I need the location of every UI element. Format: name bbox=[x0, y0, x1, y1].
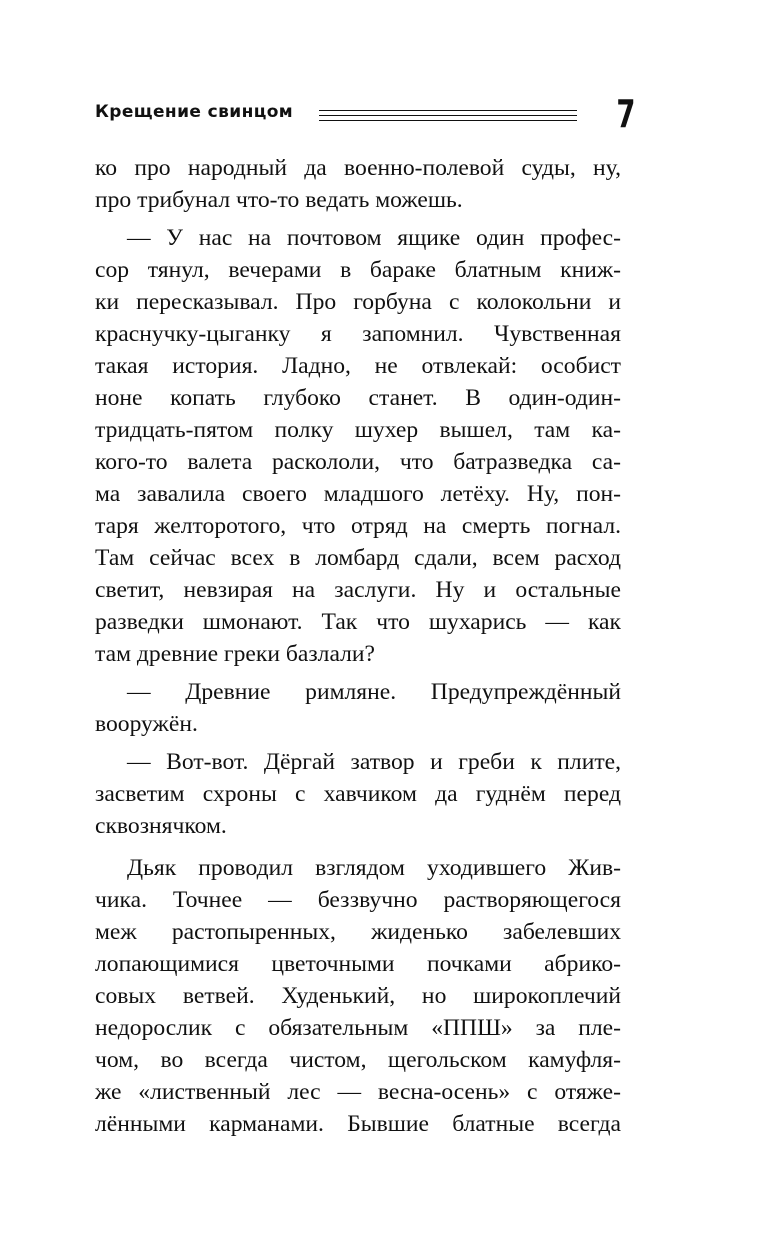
text-line: сквознячком. bbox=[95, 813, 227, 839]
text-line: меж растопыренных, жиденько забелевших bbox=[95, 919, 621, 945]
text-line: тридцать-пятом полку шухер вышел, там ка- bbox=[95, 417, 621, 443]
header-rule-line bbox=[319, 120, 577, 121]
text-line: ма завалила своего младшого летёху. Ну, пон- bbox=[95, 481, 621, 507]
text-line: лёнными карманами. Бывшие блатные всегда bbox=[95, 1111, 621, 1137]
text-line: светит, невзирая на заслуги. Ну и остальные bbox=[95, 577, 621, 603]
page-number: 7 bbox=[615, 92, 635, 136]
text-line: чика. Точнее — беззвучно растворяющегося bbox=[95, 887, 621, 913]
header-rule bbox=[319, 108, 577, 122]
text-line: ноне копать глубоко станет. В один-один- bbox=[95, 385, 621, 411]
text-line: краснучку-цыганку я запомнил. Чувственная bbox=[95, 321, 621, 347]
text-line: там древние греки базлали? bbox=[95, 641, 375, 667]
text-line: ко про народный да военно-полевой суды, ну, bbox=[95, 155, 621, 181]
text-line: сор тянул, вечерами в бараке блатным книж- bbox=[95, 257, 621, 283]
text-line: Дьяк проводил взглядом уходившего Жив- bbox=[127, 855, 621, 881]
text-line: — Древние римляне. Предупреждённый bbox=[127, 679, 621, 705]
body-text bbox=[95, 152, 621, 1140]
text-line: недорослик с обязательным «ППШ» за пле- bbox=[95, 1015, 621, 1041]
text-line: совых ветвей. Худенький, но широкоплечий bbox=[95, 983, 621, 1009]
text-line: про трибунал что-то ведать можешь. bbox=[95, 187, 463, 213]
text-line: кого-то валета раскололи, что батразведка са- bbox=[95, 449, 621, 475]
header-rule-line bbox=[319, 115, 577, 116]
text-line: засветим схроны с хавчиком да гуднём перед bbox=[95, 781, 621, 807]
running-head bbox=[95, 92, 643, 136]
text-line: такая история. Ладно, не отвлекай: особист bbox=[95, 353, 621, 379]
text-line: Там сейчас всех в ломбард сдали, всем расход bbox=[95, 545, 621, 571]
text-line: чом, во всегда чистом, щегольском камуфля- bbox=[95, 1047, 621, 1073]
text-line: таря желторотого, что отряд на смерть погнал. bbox=[95, 513, 621, 539]
text-line: разведки шмонают. Так что шухарись — как bbox=[95, 609, 621, 635]
text-line: — У нас на почтовом ящике один профес- bbox=[127, 225, 621, 251]
text-line: лопающимися цветочными почками абрико- bbox=[95, 951, 621, 977]
text-line: ки пересказывал. Про горбуна с колокольни и bbox=[95, 289, 621, 315]
header-rule-line bbox=[319, 110, 577, 111]
text-line: вооружён. bbox=[95, 711, 198, 737]
text-line: же «лиственный лес — весна-осень» с отяже- bbox=[95, 1079, 621, 1105]
running-title: Крещение свинцом bbox=[95, 102, 294, 122]
text-line: — Вот-вот. Дёргай затвор и греби к плите, bbox=[127, 749, 621, 775]
